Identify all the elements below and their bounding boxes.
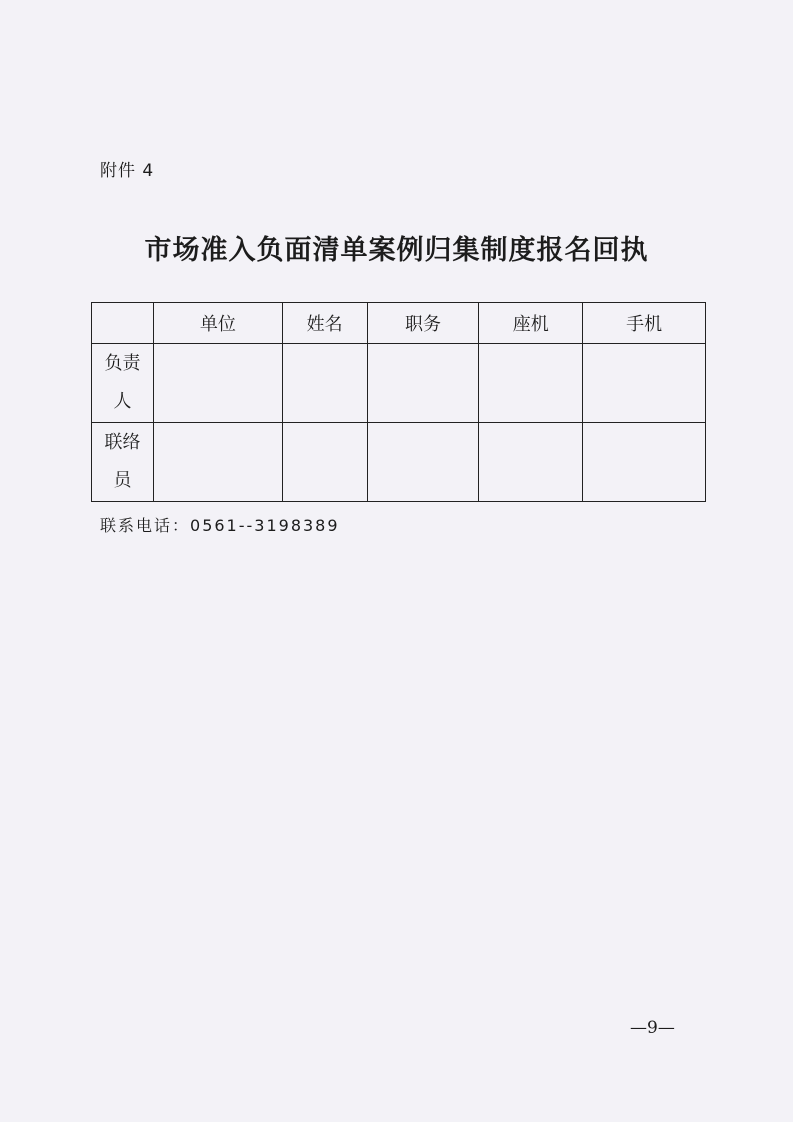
registration-table [91,302,706,502]
table-cell[interactable] [282,344,367,423]
row-label-cell [92,423,154,502]
table-cell[interactable] [583,423,706,502]
contact-line [100,513,340,536]
table-header-cell: 单位 [153,303,282,344]
table-row [92,423,706,502]
table-header-cell: 手机 [583,303,706,344]
table-cell[interactable] [153,423,282,502]
row-label-cell [92,344,154,423]
table-header-cell [92,303,154,344]
table-cell[interactable] [479,423,583,502]
attachment-label: 附件 4 [100,161,155,181]
table-header-cell: 姓名 [282,303,367,344]
row-label: 联络员 [104,432,141,491]
contact-phone: 0561--3198389 [190,516,340,535]
table-cell[interactable] [282,423,367,502]
table-cell[interactable] [367,344,479,423]
document-title: 市场准入负面清单案例归集制度报名回执 [144,235,649,266]
table-cell[interactable] [153,344,282,423]
table-cell[interactable] [583,344,706,423]
row-label: 负责人 [104,353,141,412]
table-header-cell: 职务 [367,303,479,344]
table-header-row [92,303,706,344]
table-cell[interactable] [479,344,583,423]
table-row [92,344,706,423]
page-number: —9— [630,1018,675,1038]
table-header-cell: 座机 [479,303,583,344]
table-cell[interactable] [367,423,479,502]
contact-label: 联系电话： [100,516,191,535]
